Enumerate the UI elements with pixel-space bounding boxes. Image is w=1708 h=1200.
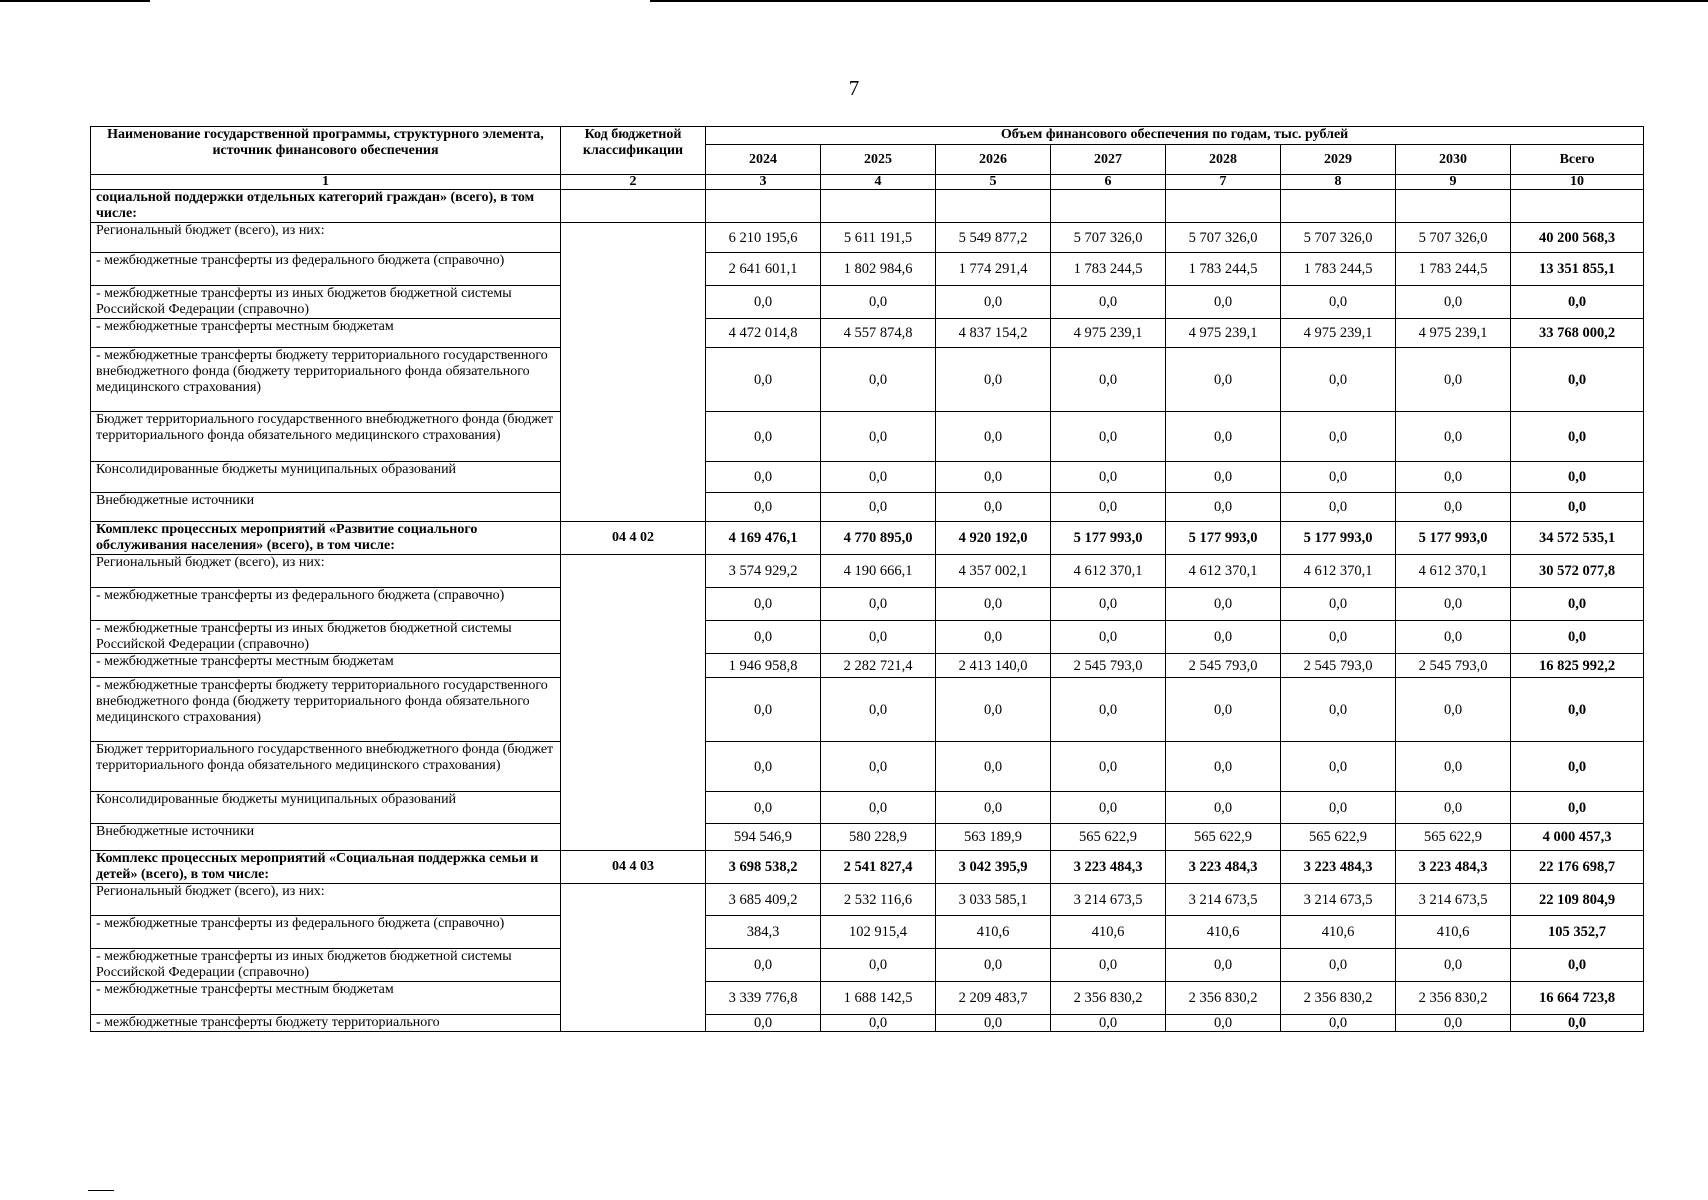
- cell-year-2029: 0,0: [1281, 949, 1396, 982]
- cell-year-2028: 0,0: [1166, 588, 1281, 621]
- table-row: [91, 949, 1644, 982]
- cell-year-2025: 4 557 874,8: [821, 319, 936, 348]
- row-name: Региональный бюджет (всего), из них:: [91, 223, 561, 253]
- cell-year-2030: 0,0: [1396, 792, 1511, 824]
- cell-year-2027: [1051, 190, 1166, 223]
- cell-year-2027: 3 214 673,5: [1051, 884, 1166, 916]
- cell-year-2029: 0,0: [1281, 286, 1396, 319]
- cell-year-2030: [1396, 190, 1511, 223]
- row-name: Комплекс процессных мероприятий «Развитие социального обслуживания населения» (всего), в том числе:: [91, 522, 561, 555]
- cell-year-2027: 565 622,9: [1051, 824, 1166, 851]
- cell-year-2029: 2 545 793,0: [1281, 654, 1396, 678]
- cell-year-2028: 0,0: [1166, 678, 1281, 742]
- cell-year-2025: 0,0: [821, 286, 936, 319]
- cell-year-2024: 0,0: [706, 1015, 821, 1032]
- cell-year-2025: 0,0: [821, 621, 936, 654]
- cell-year-2027: 3 223 484,3: [1051, 851, 1166, 884]
- cell-year-2028: 4 975 239,1: [1166, 319, 1281, 348]
- cell-year-2026: 1 774 291,4: [936, 253, 1051, 286]
- cell-year-2029: 3 223 484,3: [1281, 851, 1396, 884]
- cell-year-2030: 410,6: [1396, 916, 1511, 949]
- cell-year-2025: 2 532 116,6: [821, 884, 936, 916]
- table-row-section: [91, 522, 1644, 555]
- cell-year-2029: 2 356 830,2: [1281, 982, 1396, 1015]
- column-numbers-row: [91, 175, 1644, 190]
- cell-year-2028: 0,0: [1166, 742, 1281, 792]
- cell-year-2030: 0,0: [1396, 621, 1511, 654]
- cell-year-2026: 3 033 585,1: [936, 884, 1051, 916]
- cell-year-2029: 1 783 244,5: [1281, 253, 1396, 286]
- row-name: - межбюджетные трансферты из федерального бюджета (справочно): [91, 916, 561, 949]
- cell-year-2028: 565 622,9: [1166, 824, 1281, 851]
- row-budget-code: 04 4 03: [561, 851, 706, 884]
- table-row: [91, 462, 1644, 493]
- table-row: [91, 654, 1644, 678]
- cell-year-2026: 2 209 483,7: [936, 982, 1051, 1015]
- cell-total: 0,0: [1511, 1015, 1644, 1032]
- cell-year-2024: 1 946 958,8: [706, 654, 821, 678]
- cell-year-2029: 0,0: [1281, 493, 1396, 522]
- cell-year-2025: 0,0: [821, 1015, 936, 1032]
- cell-year-2030: 0,0: [1396, 588, 1511, 621]
- cell-year-2024: 0,0: [706, 792, 821, 824]
- row-name: - межбюджетные трансферты из федерального бюджета (справочно): [91, 588, 561, 621]
- row-name: Внебюджетные источники: [91, 493, 561, 522]
- cell-year-2028: 4 612 370,1: [1166, 555, 1281, 588]
- cell-year-2027: 0,0: [1051, 493, 1166, 522]
- row-name: - межбюджетные трансферты из иных бюджетов бюджетной системы Российской Федерации (справочно): [91, 621, 561, 654]
- cell-year-2024: 3 685 409,2: [706, 884, 821, 916]
- cell-year-2024: 594 546,9: [706, 824, 821, 851]
- cell-year-2026: 410,6: [936, 916, 1051, 949]
- cell-year-2030: 4 612 370,1: [1396, 555, 1511, 588]
- cell-year-2025: 2 282 721,4: [821, 654, 936, 678]
- cell-year-2027: 5 177 993,0: [1051, 522, 1166, 555]
- row-budget-code: [561, 190, 706, 223]
- cell-year-2027: 2 356 830,2: [1051, 982, 1166, 1015]
- cell-year-2026: 4 837 154,2: [936, 319, 1051, 348]
- cell-year-2027: 0,0: [1051, 348, 1166, 412]
- cell-year-2025: [821, 190, 936, 223]
- header-year-1: 2025: [821, 145, 936, 175]
- column-number-2: 3: [706, 175, 821, 190]
- cell-year-2026: 0,0: [936, 678, 1051, 742]
- column-number-4: 5: [936, 175, 1051, 190]
- header-name-column: Наименование государственной программы, структурного элемента, источник финансового обеспечения: [91, 127, 561, 175]
- cell-year-2027: 410,6: [1051, 916, 1166, 949]
- cell-year-2030: 0,0: [1396, 493, 1511, 522]
- row-budget-code: [561, 555, 706, 851]
- cell-total: 16 825 992,2: [1511, 654, 1644, 678]
- cell-year-2030: 3 214 673,5: [1396, 884, 1511, 916]
- table-row: [91, 621, 1644, 654]
- cell-year-2024: 6 210 195,6: [706, 223, 821, 253]
- cell-total: 0,0: [1511, 348, 1644, 412]
- row-name: Бюджет территориального государственного внебюджетного фонда (бюджет территориального фонда обязательного медицинского страхования): [91, 742, 561, 792]
- cell-year-2024: [706, 190, 821, 223]
- cell-year-2030: 4 975 239,1: [1396, 319, 1511, 348]
- row-name: Региональный бюджет (всего), из них:: [91, 555, 561, 588]
- cell-year-2029: 5 707 326,0: [1281, 223, 1396, 253]
- cell-year-2026: 0,0: [936, 493, 1051, 522]
- cell-year-2024: 4 472 014,8: [706, 319, 821, 348]
- cell-total: 0,0: [1511, 412, 1644, 462]
- column-number-0: 1: [91, 175, 561, 190]
- cell-year-2030: 565 622,9: [1396, 824, 1511, 851]
- header-year-6: 2030: [1396, 145, 1511, 175]
- table-row: [91, 348, 1644, 412]
- row-name: - межбюджетные трансферты бюджету территориального: [91, 1015, 561, 1032]
- cell-year-2027: 0,0: [1051, 949, 1166, 982]
- cell-year-2024: 0,0: [706, 348, 821, 412]
- cell-year-2025: 0,0: [821, 949, 936, 982]
- cell-year-2027: 0,0: [1051, 1015, 1166, 1032]
- cell-total: 0,0: [1511, 588, 1644, 621]
- cell-year-2026: 0,0: [936, 462, 1051, 493]
- cell-year-2024: 0,0: [706, 621, 821, 654]
- cell-year-2026: 0,0: [936, 286, 1051, 319]
- cell-year-2025: 1 802 984,6: [821, 253, 936, 286]
- table-row: [91, 916, 1644, 949]
- cell-year-2030: 0,0: [1396, 678, 1511, 742]
- cell-year-2029: 0,0: [1281, 462, 1396, 493]
- row-name: Комплекс процессных мероприятий «Социальная поддержка семьи и детей» (всего), в том числе:: [91, 851, 561, 884]
- cell-year-2026: 4 920 192,0: [936, 522, 1051, 555]
- cell-year-2027: 0,0: [1051, 742, 1166, 792]
- column-number-3: 4: [821, 175, 936, 190]
- cell-year-2024: 0,0: [706, 286, 821, 319]
- cell-year-2028: 0,0: [1166, 493, 1281, 522]
- cell-year-2028: 0,0: [1166, 462, 1281, 493]
- cell-year-2028: 1 783 244,5: [1166, 253, 1281, 286]
- cell-year-2025: 580 228,9: [821, 824, 936, 851]
- cell-year-2028: 5 177 993,0: [1166, 522, 1281, 555]
- footer-mark: [88, 1190, 114, 1191]
- financing-table: [90, 126, 1644, 1032]
- cell-year-2027: 5 707 326,0: [1051, 223, 1166, 253]
- table-row: [91, 678, 1644, 742]
- row-name: Внебюджетные источники: [91, 824, 561, 851]
- page-number: 7: [848, 76, 860, 100]
- table-row-section: [91, 190, 1644, 223]
- cell-year-2025: 1 688 142,5: [821, 982, 936, 1015]
- cell-year-2024: 0,0: [706, 412, 821, 462]
- cell-total: 22 109 804,9: [1511, 884, 1644, 916]
- cell-total: 0,0: [1511, 678, 1644, 742]
- cell-total: 0,0: [1511, 949, 1644, 982]
- cell-total: 0,0: [1511, 462, 1644, 493]
- cell-year-2026: 0,0: [936, 621, 1051, 654]
- cell-year-2025: 0,0: [821, 348, 936, 412]
- header-volume-column: Объем финансового обеспечения по годам, тыс. рублей: [706, 127, 1644, 145]
- table-row: [91, 412, 1644, 462]
- cell-year-2026: 0,0: [936, 348, 1051, 412]
- cell-year-2025: 0,0: [821, 742, 936, 792]
- cell-year-2029: 0,0: [1281, 1015, 1396, 1032]
- cell-year-2028: 3 223 484,3: [1166, 851, 1281, 884]
- cell-year-2029: 5 177 993,0: [1281, 522, 1396, 555]
- row-name: социальной поддержки отдельных категорий граждан» (всего), в том числе:: [91, 190, 561, 223]
- cell-year-2029: 410,6: [1281, 916, 1396, 949]
- row-budget-code: 04 4 02: [561, 522, 706, 555]
- top-edge-line-right: [650, 0, 1708, 2]
- header-year-5: 2029: [1281, 145, 1396, 175]
- cell-year-2028: 0,0: [1166, 412, 1281, 462]
- cell-total: 0,0: [1511, 621, 1644, 654]
- cell-year-2026: 5 549 877,2: [936, 223, 1051, 253]
- cell-year-2030: 2 545 793,0: [1396, 654, 1511, 678]
- row-budget-code: [561, 884, 706, 1032]
- row-name: - межбюджетные трансферты местным бюджетам: [91, 319, 561, 348]
- cell-year-2030: 5 707 326,0: [1396, 223, 1511, 253]
- cell-year-2024: 2 641 601,1: [706, 253, 821, 286]
- cell-year-2029: 0,0: [1281, 678, 1396, 742]
- cell-year-2029: 0,0: [1281, 348, 1396, 412]
- cell-year-2024: 0,0: [706, 678, 821, 742]
- row-name: Региональный бюджет (всего), из них:: [91, 884, 561, 916]
- cell-total: 0,0: [1511, 792, 1644, 824]
- cell-total: 0,0: [1511, 742, 1644, 792]
- cell-year-2025: 4 190 666,1: [821, 555, 936, 588]
- cell-year-2025: 2 541 827,4: [821, 851, 936, 884]
- cell-total: 33 768 000,2: [1511, 319, 1644, 348]
- cell-total: 30 572 077,8: [1511, 555, 1644, 588]
- cell-year-2024: 3 339 776,8: [706, 982, 821, 1015]
- cell-year-2030: 0,0: [1396, 949, 1511, 982]
- cell-year-2025: 0,0: [821, 493, 936, 522]
- cell-year-2027: 0,0: [1051, 621, 1166, 654]
- row-name: Консолидированные бюджеты муниципальных образований: [91, 462, 561, 493]
- cell-year-2025: 0,0: [821, 412, 936, 462]
- header-year-0: 2024: [706, 145, 821, 175]
- header-year-7: Всего: [1511, 145, 1644, 175]
- header-year-3: 2027: [1051, 145, 1166, 175]
- column-number-9: 10: [1511, 175, 1644, 190]
- cell-year-2025: 0,0: [821, 588, 936, 621]
- cell-year-2028: 410,6: [1166, 916, 1281, 949]
- cell-total: 40 200 568,3: [1511, 223, 1644, 253]
- cell-year-2026: 0,0: [936, 1015, 1051, 1032]
- cell-year-2024: 3 574 929,2: [706, 555, 821, 588]
- table-row-section: [91, 851, 1644, 884]
- top-edge-line-left: [0, 0, 150, 2]
- cell-year-2029: 3 214 673,5: [1281, 884, 1396, 916]
- cell-year-2027: 2 545 793,0: [1051, 654, 1166, 678]
- cell-year-2029: 4 612 370,1: [1281, 555, 1396, 588]
- cell-year-2029: 0,0: [1281, 412, 1396, 462]
- cell-year-2029: 565 622,9: [1281, 824, 1396, 851]
- cell-year-2030: 5 177 993,0: [1396, 522, 1511, 555]
- cell-year-2030: 0,0: [1396, 286, 1511, 319]
- cell-year-2029: 0,0: [1281, 742, 1396, 792]
- table-body: [91, 190, 1644, 1032]
- cell-year-2030: 0,0: [1396, 348, 1511, 412]
- column-number-8: 9: [1396, 175, 1511, 190]
- column-number-1: 2: [561, 175, 706, 190]
- table-row: [91, 588, 1644, 621]
- row-name: - межбюджетные трансферты из иных бюджетов бюджетной системы Российской Федерации (справочно): [91, 949, 561, 982]
- cell-year-2024: 0,0: [706, 742, 821, 792]
- header-code-column: Код бюджетной классификации: [561, 127, 706, 175]
- row-name: - межбюджетные трансферты местным бюджетам: [91, 654, 561, 678]
- cell-year-2024: 0,0: [706, 493, 821, 522]
- row-name: - межбюджетные трансферты бюджету территориального государственного внебюджетного фонда (бюджету территориального фонда обязательного медицинского страхования): [91, 348, 561, 412]
- cell-year-2028: 0,0: [1166, 286, 1281, 319]
- cell-year-2030: 0,0: [1396, 462, 1511, 493]
- cell-year-2027: 1 783 244,5: [1051, 253, 1166, 286]
- row-name: - межбюджетные трансферты из федерального бюджета (справочно): [91, 253, 561, 286]
- cell-total: 22 176 698,7: [1511, 851, 1644, 884]
- column-number-7: 8: [1281, 175, 1396, 190]
- cell-year-2026: 563 189,9: [936, 824, 1051, 851]
- cell-year-2030: 1 783 244,5: [1396, 253, 1511, 286]
- cell-year-2027: 0,0: [1051, 412, 1166, 462]
- row-name: - межбюджетные трансферты из иных бюджетов бюджетной системы Российской Федерации (справочно): [91, 286, 561, 319]
- header-year-4: 2028: [1166, 145, 1281, 175]
- cell-year-2024: 0,0: [706, 949, 821, 982]
- cell-total: 34 572 535,1: [1511, 522, 1644, 555]
- cell-year-2027: 0,0: [1051, 588, 1166, 621]
- cell-total: 16 664 723,8: [1511, 982, 1644, 1015]
- cell-year-2026: 0,0: [936, 588, 1051, 621]
- table-row: [91, 319, 1644, 348]
- cell-year-2024: 0,0: [706, 588, 821, 621]
- cell-year-2028: 5 707 326,0: [1166, 223, 1281, 253]
- cell-year-2028: 0,0: [1166, 949, 1281, 982]
- cell-year-2026: 4 357 002,1: [936, 555, 1051, 588]
- cell-total: 13 351 855,1: [1511, 253, 1644, 286]
- cell-year-2028: 3 214 673,5: [1166, 884, 1281, 916]
- row-name: - межбюджетные трансферты местным бюджетам: [91, 982, 561, 1015]
- cell-total: 0,0: [1511, 286, 1644, 319]
- table-row: [91, 742, 1644, 792]
- cell-year-2025: 0,0: [821, 792, 936, 824]
- cell-year-2027: 0,0: [1051, 286, 1166, 319]
- header-row-1: [91, 127, 1644, 145]
- cell-year-2027: 0,0: [1051, 462, 1166, 493]
- cell-total: [1511, 190, 1644, 223]
- cell-year-2025: 5 611 191,5: [821, 223, 936, 253]
- cell-total: 105 352,7: [1511, 916, 1644, 949]
- cell-year-2028: 0,0: [1166, 621, 1281, 654]
- cell-year-2028: 0,0: [1166, 1015, 1281, 1032]
- cell-year-2025: 0,0: [821, 462, 936, 493]
- cell-year-2026: 3 042 395,9: [936, 851, 1051, 884]
- cell-year-2030: 0,0: [1396, 412, 1511, 462]
- cell-year-2027: 4 612 370,1: [1051, 555, 1166, 588]
- cell-year-2024: 4 169 476,1: [706, 522, 821, 555]
- cell-year-2026: [936, 190, 1051, 223]
- header-year-2: 2026: [936, 145, 1051, 175]
- table-row: [91, 824, 1644, 851]
- cell-year-2026: 0,0: [936, 949, 1051, 982]
- column-number-5: 6: [1051, 175, 1166, 190]
- cell-year-2026: 0,0: [936, 792, 1051, 824]
- cell-year-2024: 384,3: [706, 916, 821, 949]
- table-row: [91, 253, 1644, 286]
- table-row: [91, 884, 1644, 916]
- cell-year-2024: 0,0: [706, 462, 821, 493]
- cell-year-2025: 0,0: [821, 678, 936, 742]
- column-number-6: 7: [1166, 175, 1281, 190]
- table-row: [91, 555, 1644, 588]
- cell-year-2027: 4 975 239,1: [1051, 319, 1166, 348]
- cell-year-2026: 0,0: [936, 742, 1051, 792]
- table-row: [91, 223, 1644, 253]
- table-row: [91, 286, 1644, 319]
- row-name: Консолидированные бюджеты муниципальных образований: [91, 792, 561, 824]
- row-budget-code: [561, 223, 706, 522]
- cell-year-2029: 0,0: [1281, 792, 1396, 824]
- cell-year-2026: 0,0: [936, 412, 1051, 462]
- cell-year-2028: 2 356 830,2: [1166, 982, 1281, 1015]
- cell-year-2028: [1166, 190, 1281, 223]
- cell-year-2028: 0,0: [1166, 348, 1281, 412]
- cell-year-2027: 0,0: [1051, 678, 1166, 742]
- cell-total: 4 000 457,3: [1511, 824, 1644, 851]
- cell-year-2026: 2 413 140,0: [936, 654, 1051, 678]
- cell-year-2030: 0,0: [1396, 1015, 1511, 1032]
- cell-total: 0,0: [1511, 493, 1644, 522]
- cell-year-2029: 0,0: [1281, 621, 1396, 654]
- cell-year-2029: 0,0: [1281, 588, 1396, 621]
- table-row: [91, 493, 1644, 522]
- row-name: Бюджет территориального государственного внебюджетного фонда (бюджет территориального фонда обязательного медицинского страхования): [91, 412, 561, 462]
- cell-year-2025: 4 770 895,0: [821, 522, 936, 555]
- cell-year-2030: 3 223 484,3: [1396, 851, 1511, 884]
- table-row: [91, 1015, 1644, 1032]
- cell-year-2029: [1281, 190, 1396, 223]
- cell-year-2030: 0,0: [1396, 742, 1511, 792]
- cell-year-2024: 3 698 538,2: [706, 851, 821, 884]
- table-row: [91, 982, 1644, 1015]
- cell-year-2028: 2 545 793,0: [1166, 654, 1281, 678]
- cell-year-2025: 102 915,4: [821, 916, 936, 949]
- cell-year-2030: 2 356 830,2: [1396, 982, 1511, 1015]
- row-name: - межбюджетные трансферты бюджету территориального государственного внебюджетного фонда (бюджету территориального фонда обязательного медицинского страхования): [91, 678, 561, 742]
- cell-year-2029: 4 975 239,1: [1281, 319, 1396, 348]
- cell-year-2028: 0,0: [1166, 792, 1281, 824]
- table-row: [91, 792, 1644, 824]
- cell-year-2027: 0,0: [1051, 792, 1166, 824]
